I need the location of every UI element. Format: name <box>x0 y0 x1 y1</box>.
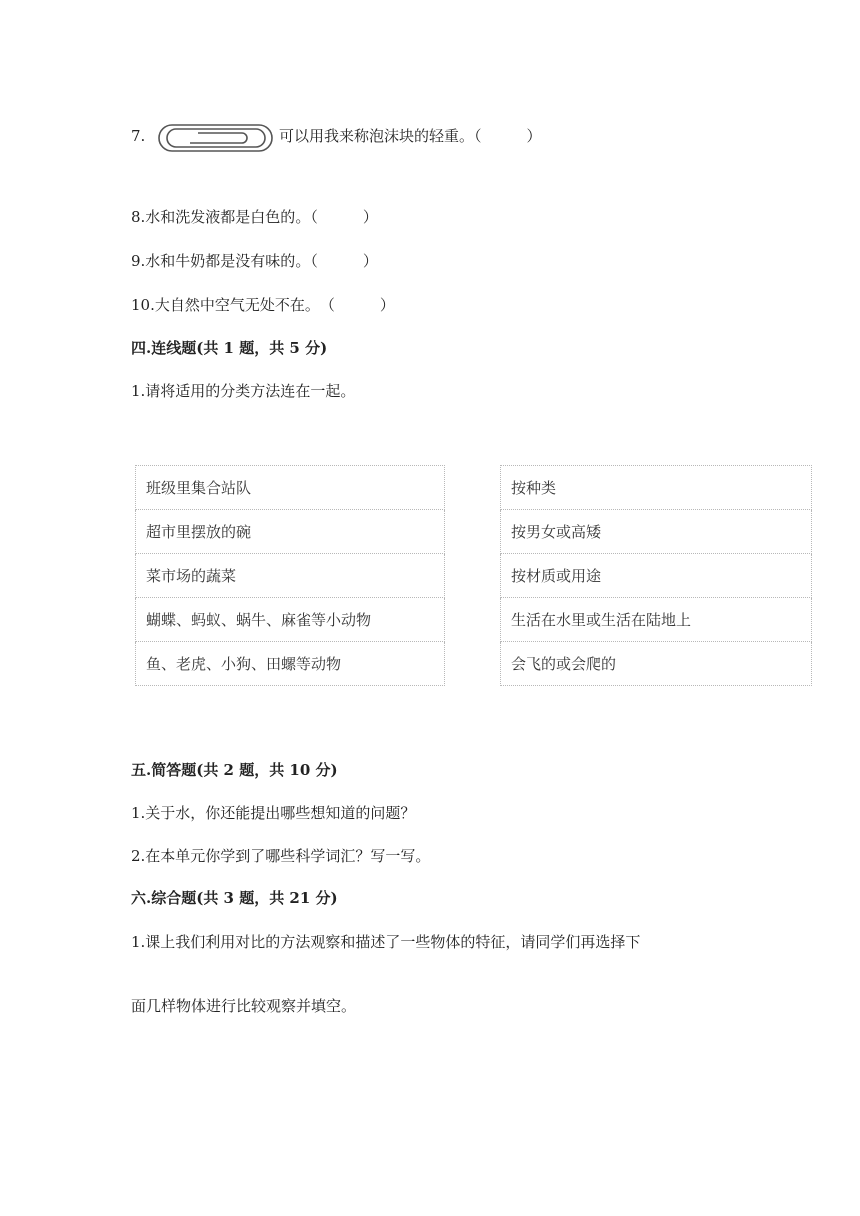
judge-item-8: 8.水和洗发液都是白色的。（ ） <box>131 208 378 226</box>
section4-question-1: 1.请将适用的分类方法连在一起。 <box>131 382 356 400</box>
section6-heading: 六.综合题(共 3 题，共 21 分) <box>131 889 338 907</box>
section5-question-2: 2.在本单元你学到了哪些科学词汇？写一写。 <box>131 847 431 865</box>
section6-question-1-line1: 1.课上我们利用对比的方法观察和描述了一些物体的特征，请同学们再选择下 <box>131 933 641 951</box>
section5-heading: 五.简答题(共 2 题，共 10 分) <box>131 761 338 779</box>
section6-question-1-line2: 面几样物体进行比较观察并填空。 <box>131 997 357 1015</box>
right-item[interactable]: 按材质或用途 <box>501 554 812 598</box>
left-item[interactable]: 超市里摆放的碗 <box>136 510 445 554</box>
left-item[interactable]: 蝴蝶、蚂蚁、蜗牛、麻雀等小动物 <box>136 598 445 642</box>
left-item[interactable]: 班级里集合站队 <box>136 466 445 510</box>
section4-heading: 四.连线题(共 1 题，共 5 分) <box>131 339 328 357</box>
left-match-table <box>135 465 445 686</box>
right-item[interactable]: 会飞的或会爬的 <box>501 642 812 686</box>
judge-item-7-text: 可以用我来称泡沫块的轻重。（ ） <box>279 127 542 145</box>
judge-item-7-number: 7. <box>131 127 146 145</box>
judge-item-9: 9.水和牛奶都是没有味的。（ ） <box>131 252 378 270</box>
paperclip-icon <box>154 122 278 154</box>
section5-question-1: 1.关于水，你还能提出哪些想知道的问题？ <box>131 804 416 822</box>
left-item[interactable]: 鱼、老虎、小狗、田螺等动物 <box>136 642 445 686</box>
right-item[interactable]: 按男女或高矮 <box>501 510 812 554</box>
judge-item-10: 10.大自然中空气无处不在。 （ ） <box>131 296 395 314</box>
right-item[interactable]: 按种类 <box>501 466 812 510</box>
right-match-table <box>500 465 812 686</box>
right-item[interactable]: 生活在水里或生活在陆地上 <box>501 598 812 642</box>
left-item[interactable]: 菜市场的蔬菜 <box>136 554 445 598</box>
